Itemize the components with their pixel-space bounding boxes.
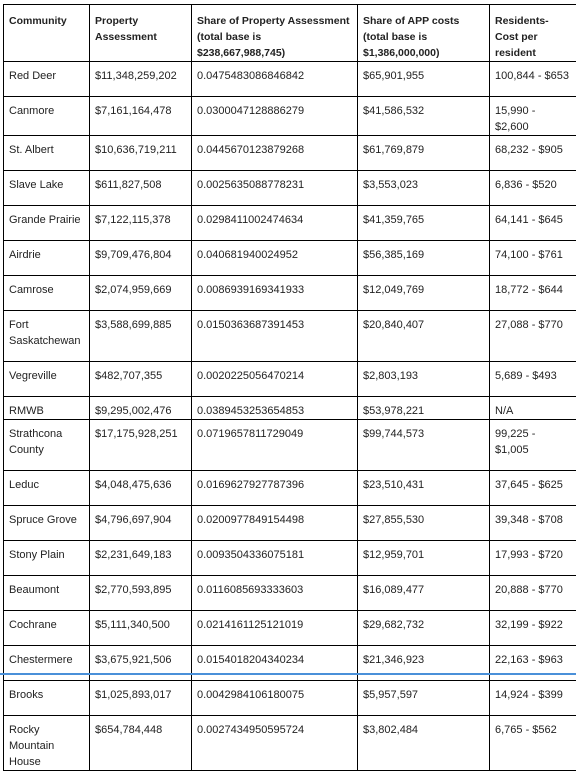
table-row bbox=[4, 206, 576, 241]
app-cost-cell: $20,840,407 bbox=[358, 311, 490, 362]
community-cell: Strathcona County bbox=[4, 420, 90, 471]
resident-cost-cell: 74,100 - $761 bbox=[490, 241, 576, 276]
assessment-cell: $7,122,115,378 bbox=[90, 206, 192, 241]
resident-cost-cell: 14,924 - $399 bbox=[490, 681, 576, 716]
community-cell: Leduc bbox=[4, 471, 90, 506]
community-cell: Stony Plain bbox=[4, 541, 90, 576]
share-cell: 0.0116085693333603 bbox=[192, 576, 358, 611]
community-cell: Slave Lake bbox=[4, 171, 90, 206]
share-cell: 0.0214161125121019 bbox=[192, 611, 358, 646]
community-cell: Cochrane bbox=[4, 611, 90, 646]
resident-cost-cell: 20,888 - $770 bbox=[490, 576, 576, 611]
table-row bbox=[4, 276, 576, 311]
share-cell: 0.0150363687391453 bbox=[192, 311, 358, 362]
share-cell: 0.0298411002474634 bbox=[192, 206, 358, 241]
assessment-cell: $2,770,593,895 bbox=[90, 576, 192, 611]
resident-cost-cell: 22,163 - $963 bbox=[490, 646, 576, 681]
table-body bbox=[4, 62, 576, 771]
app-cost-cell: $3,553,023 bbox=[358, 171, 490, 206]
assessment-cell: $2,074,959,669 bbox=[90, 276, 192, 311]
assessment-cell: $9,709,476,804 bbox=[90, 241, 192, 276]
table-row bbox=[4, 241, 576, 276]
community-cell: Vegreville bbox=[4, 362, 90, 397]
share-cell: 0.0300047128886279 bbox=[192, 97, 358, 136]
table-row bbox=[4, 541, 576, 576]
assessment-cell: $3,675,921,506 bbox=[90, 646, 192, 681]
app-cost-cell: $5,957,597 bbox=[358, 681, 490, 716]
app-cost-cell: $99,744,573 bbox=[358, 420, 490, 471]
resident-cost-cell: 27,088 - $770 bbox=[490, 311, 576, 362]
header-cell: Community bbox=[4, 5, 90, 62]
assessment-cell: $17,175,928,251 bbox=[90, 420, 192, 471]
assessment-cell: $9,295,002,476 bbox=[90, 397, 192, 420]
community-cell: Airdrie bbox=[4, 241, 90, 276]
header-cell: Residents- Cost per resident bbox=[490, 5, 576, 62]
resident-cost-cell: 18,772 - $644 bbox=[490, 276, 576, 311]
table-row bbox=[4, 136, 576, 171]
app-cost-cell: $41,586,532 bbox=[358, 97, 490, 136]
assessment-cell: $7,161,164,478 bbox=[90, 97, 192, 136]
assessment-cell: $11,348,259,202 bbox=[90, 62, 192, 97]
app-cost-cell: $27,855,530 bbox=[358, 506, 490, 541]
table-row bbox=[4, 681, 576, 716]
share-cell: 0.0475483086846842 bbox=[192, 62, 358, 97]
community-cell: Beaumont bbox=[4, 576, 90, 611]
share-cell: 0.0020225056470214 bbox=[192, 362, 358, 397]
table-row bbox=[4, 471, 576, 506]
table-row bbox=[4, 646, 576, 681]
document-table-container bbox=[3, 4, 576, 771]
table-row bbox=[4, 362, 576, 397]
table-row bbox=[4, 311, 576, 362]
app-cost-cell: $3,802,484 bbox=[358, 716, 490, 771]
table-row bbox=[4, 716, 576, 771]
app-cost-cell: $61,769,879 bbox=[358, 136, 490, 171]
community-cell: Brooks bbox=[4, 681, 90, 716]
share-cell: 0.0042984106180075 bbox=[192, 681, 358, 716]
table-row bbox=[4, 506, 576, 541]
community-cell: Canmore bbox=[4, 97, 90, 136]
assessment-cell: $654,784,448 bbox=[90, 716, 192, 771]
share-cell: 0.040681940024952 bbox=[192, 241, 358, 276]
community-cell: Rocky Mountain House bbox=[4, 716, 90, 771]
table-row bbox=[4, 420, 576, 471]
bottom-divider bbox=[0, 673, 576, 675]
assessment-cell: $10,636,719,211 bbox=[90, 136, 192, 171]
resident-cost-cell: 5,689 - $493 bbox=[490, 362, 576, 397]
table-row bbox=[4, 576, 576, 611]
app-cost-cell: $12,049,769 bbox=[358, 276, 490, 311]
share-cell: 0.0154018204340234 bbox=[192, 646, 358, 681]
app-cost-cell: $29,682,732 bbox=[358, 611, 490, 646]
share-cell: 0.0445670123879268 bbox=[192, 136, 358, 171]
app-cost-cell: $16,089,477 bbox=[358, 576, 490, 611]
community-cell: Camrose bbox=[4, 276, 90, 311]
resident-cost-cell: N/A bbox=[490, 397, 576, 420]
community-cell: Fort Saskatchewan bbox=[4, 311, 90, 362]
resident-cost-cell: 32,199 - $922 bbox=[490, 611, 576, 646]
assessment-cell: $3,588,699,885 bbox=[90, 311, 192, 362]
resident-cost-cell: 68,232 - $905 bbox=[490, 136, 576, 171]
header-cell: Share of APP costs (total base is $1,386,000,000) bbox=[358, 5, 490, 62]
share-cell: 0.0719657811729049 bbox=[192, 420, 358, 471]
table-row bbox=[4, 397, 576, 420]
resident-cost-cell: 64,141 - $645 bbox=[490, 206, 576, 241]
assessment-cell: $4,048,475,636 bbox=[90, 471, 192, 506]
community-cell: Grande Prairie bbox=[4, 206, 90, 241]
app-cost-table bbox=[3, 4, 576, 771]
resident-cost-cell: 100,844 - $653 bbox=[490, 62, 576, 97]
app-cost-cell: $23,510,431 bbox=[358, 471, 490, 506]
app-cost-cell: $53,978,221 bbox=[358, 397, 490, 420]
share-cell: 0.0025635088778231 bbox=[192, 171, 358, 206]
community-cell: Spruce Grove bbox=[4, 506, 90, 541]
table-row bbox=[4, 611, 576, 646]
table-row bbox=[4, 62, 576, 97]
share-cell: 0.0200977849154498 bbox=[192, 506, 358, 541]
assessment-cell: $1,025,893,017 bbox=[90, 681, 192, 716]
app-cost-cell: $12,959,701 bbox=[358, 541, 490, 576]
assessment-cell: $611,827,508 bbox=[90, 171, 192, 206]
header-cell: Share of Property Assessment (total base is $238,667,988,745) bbox=[192, 5, 358, 62]
community-cell: RMWB bbox=[4, 397, 90, 420]
app-cost-cell: $65,901,955 bbox=[358, 62, 490, 97]
resident-cost-cell: 6,836 - $520 bbox=[490, 171, 576, 206]
resident-cost-cell: 99,225 - $1,005 bbox=[490, 420, 576, 471]
share-cell: 0.0389453253654853 bbox=[192, 397, 358, 420]
app-cost-cell: $21,346,923 bbox=[358, 646, 490, 681]
assessment-cell: $482,707,355 bbox=[90, 362, 192, 397]
resident-cost-cell: 6,765 - $562 bbox=[490, 716, 576, 771]
app-cost-cell: $2,803,193 bbox=[358, 362, 490, 397]
header-cell: Property Assessment bbox=[90, 5, 192, 62]
resident-cost-cell: 39,348 - $708 bbox=[490, 506, 576, 541]
community-cell: Red Deer bbox=[4, 62, 90, 97]
app-cost-cell: $56,385,169 bbox=[358, 241, 490, 276]
community-cell: Chestermere bbox=[4, 646, 90, 681]
share-cell: 0.0027434950595724 bbox=[192, 716, 358, 771]
share-cell: 0.0169627927787396 bbox=[192, 471, 358, 506]
resident-cost-cell: 17,993 - $720 bbox=[490, 541, 576, 576]
table-row bbox=[4, 171, 576, 206]
community-cell: St. Albert bbox=[4, 136, 90, 171]
assessment-cell: $5,111,340,500 bbox=[90, 611, 192, 646]
share-cell: 0.0086939169341933 bbox=[192, 276, 358, 311]
table-row bbox=[4, 97, 576, 136]
header-row bbox=[4, 5, 576, 62]
resident-cost-cell: 15,990 - $2,600 bbox=[490, 97, 576, 136]
resident-cost-cell: 37,645 - $625 bbox=[490, 471, 576, 506]
share-cell: 0.0093504336075181 bbox=[192, 541, 358, 576]
assessment-cell: $2,231,649,183 bbox=[90, 541, 192, 576]
assessment-cell: $4,796,697,904 bbox=[90, 506, 192, 541]
app-cost-cell: $41,359,765 bbox=[358, 206, 490, 241]
